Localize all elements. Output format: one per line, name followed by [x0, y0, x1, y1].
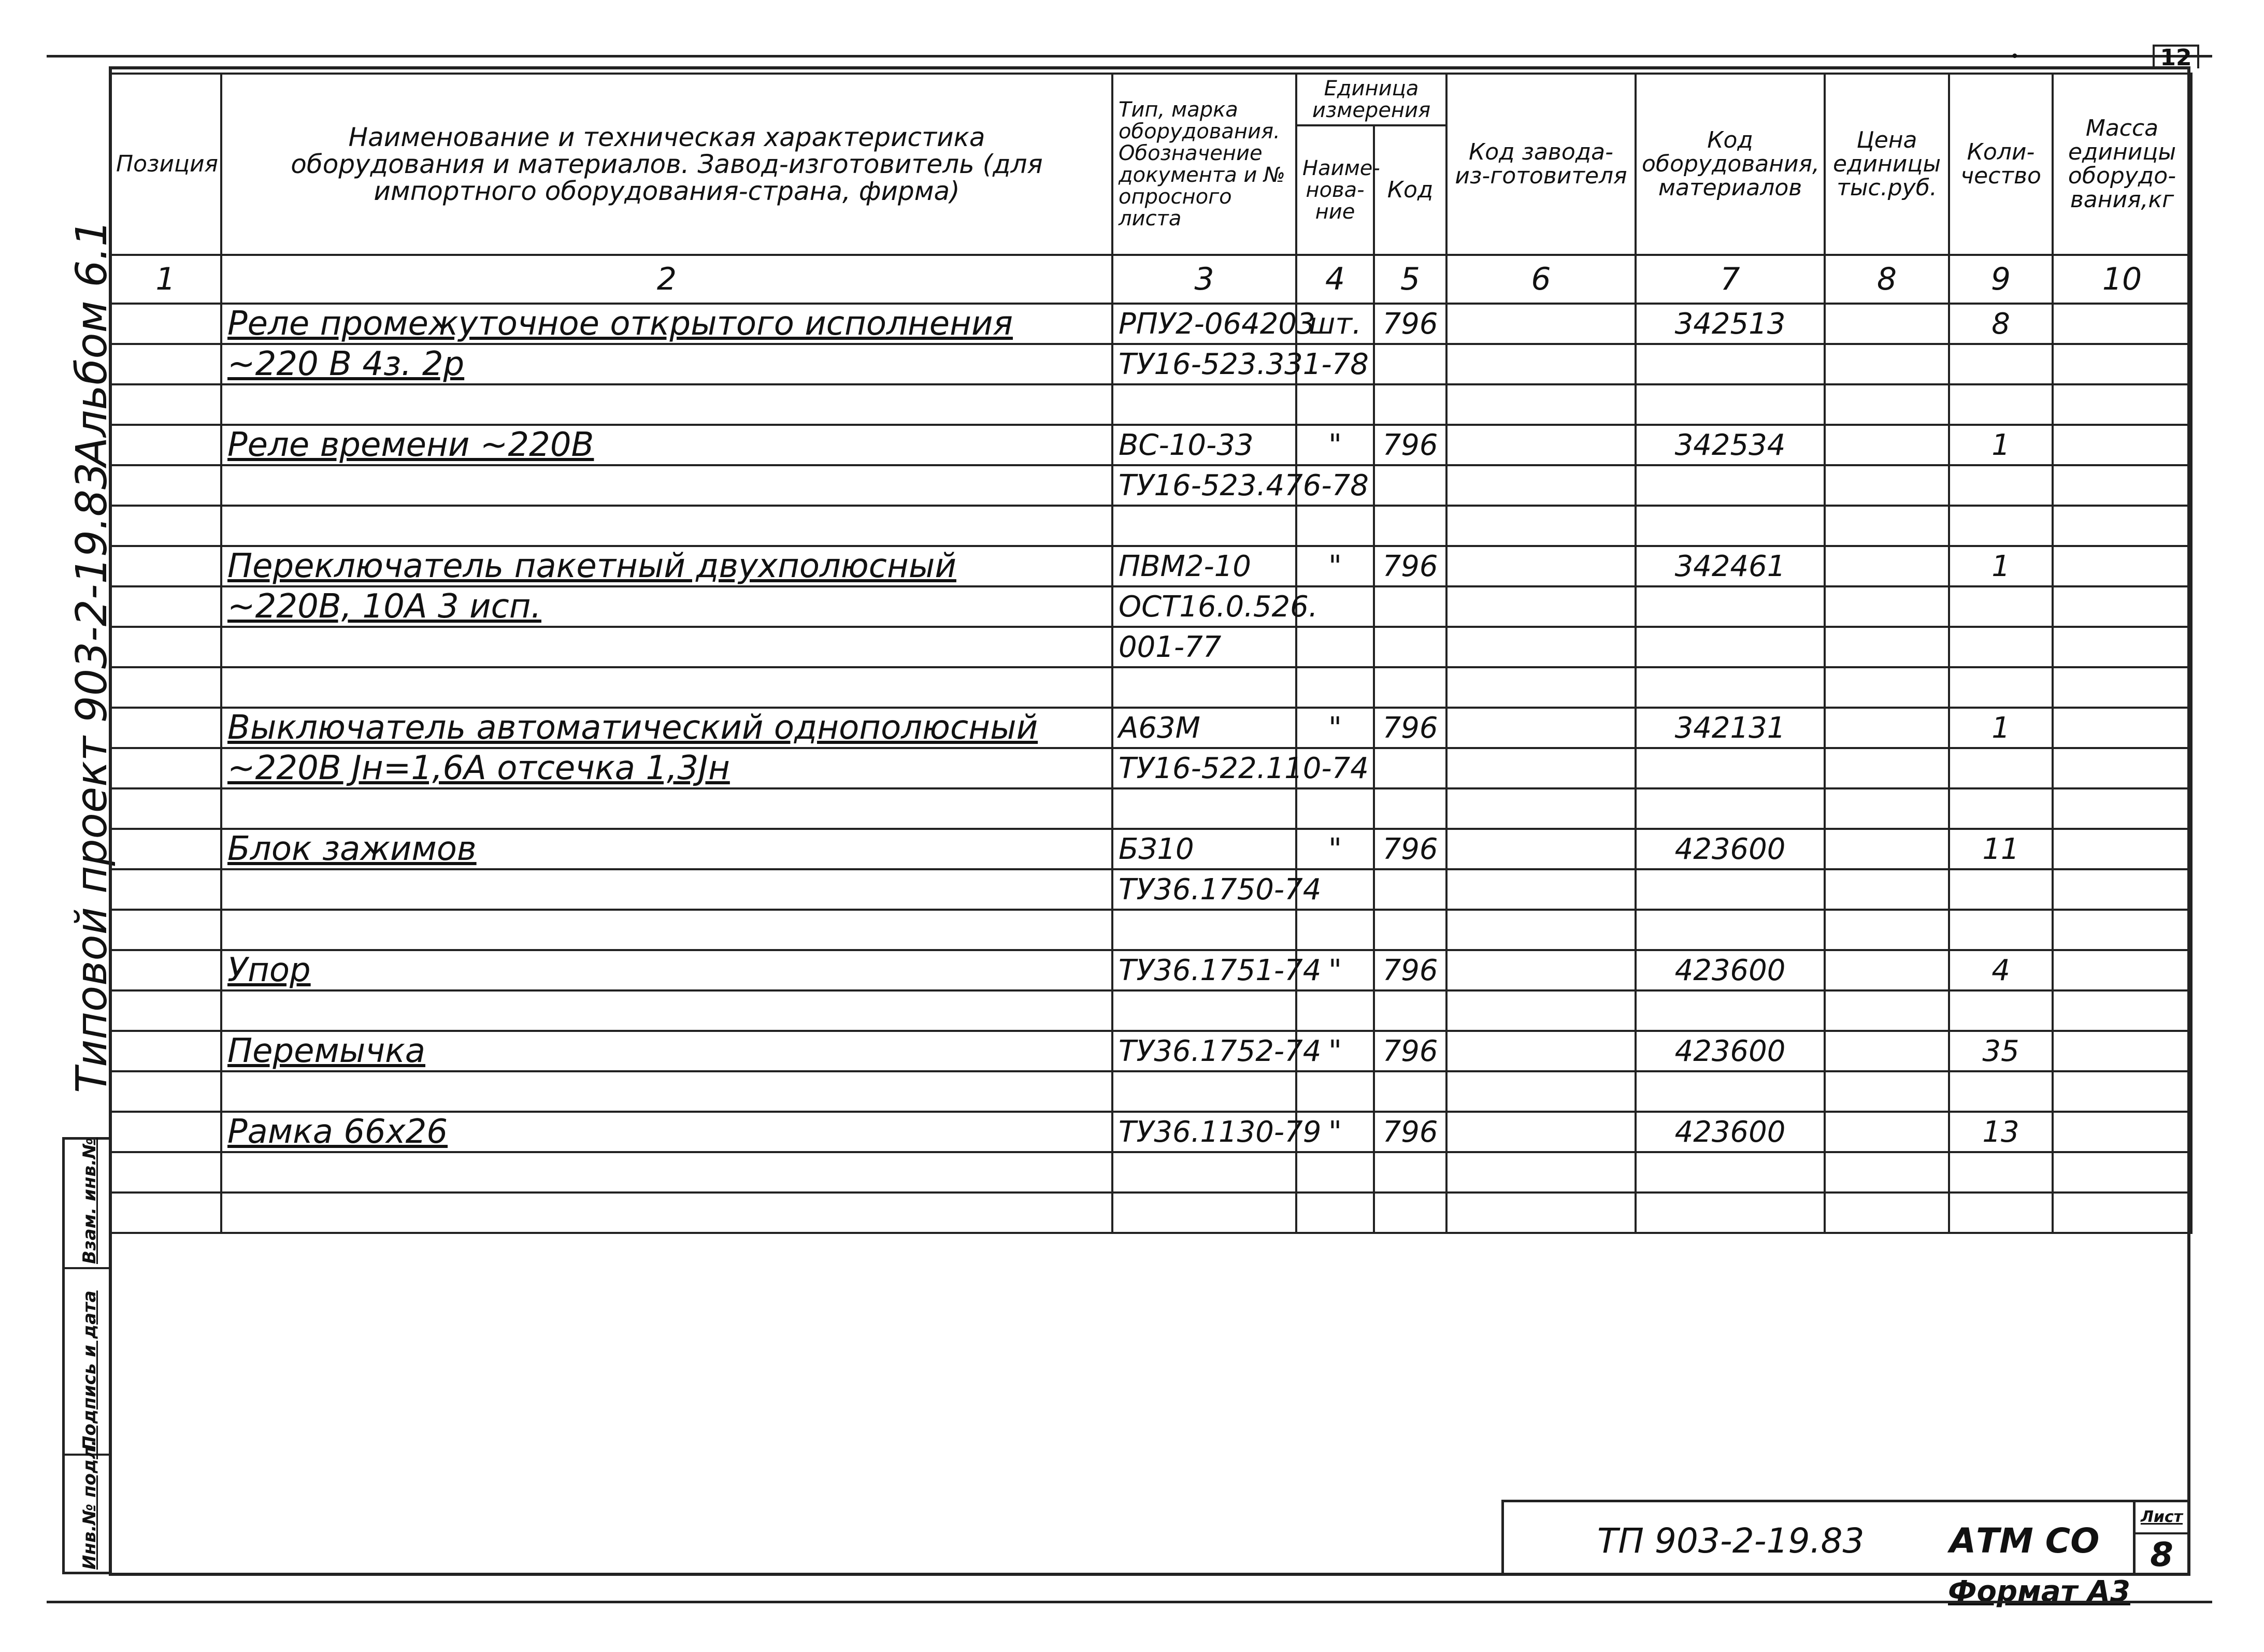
sheet-box [2133, 1502, 2188, 1573]
stamp-cell-replace [65, 1140, 109, 1269]
table-row [110, 1071, 2191, 1112]
maker-code-cell [1446, 1112, 1636, 1152]
name-cell [221, 1152, 1112, 1193]
name-cell [221, 869, 1112, 910]
name-cell: Переключатель пакетный двухполюсный [221, 546, 1112, 586]
price-cell [1825, 1031, 1949, 1071]
name-cell [221, 910, 1112, 950]
album-label: Альбом 6.1 [67, 220, 117, 466]
position-cell [110, 1152, 221, 1193]
table-row [110, 1031, 2191, 1071]
price-cell [1825, 586, 1949, 627]
unit-code-cell: 796 [1374, 546, 1446, 586]
position-cell [110, 627, 221, 667]
col-number: 7 [1636, 255, 1825, 304]
unit-cell [1296, 667, 1374, 708]
price-cell [1825, 546, 1949, 586]
qty-cell: 1 [1949, 708, 2053, 748]
qty-cell [1949, 788, 2053, 829]
type-cell: ТУ36.1752-74 [1112, 1031, 1296, 1071]
unit-code-cell [1374, 910, 1446, 950]
unit-cell [1296, 1193, 1374, 1233]
unit-cell: " [1296, 708, 1374, 748]
qty-cell [1949, 627, 2053, 667]
unit-cell: " [1296, 546, 1374, 586]
scan-dot: • [2010, 48, 2019, 66]
name-cell [221, 788, 1112, 829]
header-unit-group: Единица измерения [1296, 74, 1446, 125]
type-cell [1112, 910, 1296, 950]
qty-cell [1949, 384, 2053, 425]
table-row [110, 667, 2191, 708]
price-cell [1825, 910, 1949, 950]
maker-code-cell [1446, 869, 1636, 910]
position-cell [110, 465, 221, 506]
table-row [110, 869, 2191, 910]
equip-code-cell [1636, 788, 1825, 829]
unit-cell [1296, 1152, 1374, 1193]
stamp-cell-sign [65, 1269, 109, 1456]
unit-cell: " [1296, 1031, 1374, 1071]
equip-code-cell: 342461 [1636, 546, 1825, 586]
header-mass: Масса единицы оборудо-вания,кг [2053, 74, 2191, 255]
unit-code-cell [1374, 667, 1446, 708]
equip-code-cell [1636, 748, 1825, 788]
price-cell [1825, 990, 1949, 1031]
stamp-cell-inv [65, 1439, 109, 1575]
format-label: Формат А3 [1948, 1575, 2130, 1608]
mass-cell [2053, 1193, 2191, 1233]
mass-cell [2053, 344, 2191, 384]
mass-cell [2053, 1031, 2191, 1071]
qty-cell: 1 [1949, 425, 2053, 465]
unit-cell [1296, 910, 1374, 950]
name-cell: Упор [221, 950, 1112, 990]
equip-code-cell [1636, 1071, 1825, 1112]
name-cell [221, 465, 1112, 506]
equip-code-cell: 342131 [1636, 708, 1825, 748]
position-cell [110, 586, 221, 627]
col-number: 4 [1296, 255, 1374, 304]
table-row [110, 1112, 2191, 1152]
table-row [110, 384, 2191, 425]
equip-code-cell: 342513 [1636, 304, 1825, 344]
price-cell [1825, 748, 1949, 788]
mass-cell [2053, 910, 2191, 950]
price-cell [1825, 869, 1949, 910]
qty-cell [1949, 506, 2053, 546]
mass-cell [2053, 465, 2191, 506]
qty-cell: 8 [1949, 304, 2053, 344]
qty-cell [1949, 1193, 2053, 1233]
type-cell [1112, 1071, 1296, 1112]
unit-code-cell [1374, 788, 1446, 829]
maker-code-cell [1446, 586, 1636, 627]
type-cell: ОСТ16.0.526. [1112, 586, 1296, 627]
table-row [110, 627, 2191, 667]
mass-cell [2053, 990, 2191, 1031]
qty-cell [1949, 748, 2053, 788]
table-row [110, 990, 2191, 1031]
maker-code-cell [1446, 788, 1636, 829]
equip-code-cell [1636, 869, 1825, 910]
equip-code-cell [1636, 344, 1825, 384]
table-row [110, 788, 2191, 829]
approval-stamp [62, 1137, 112, 1574]
mass-cell [2053, 869, 2191, 910]
project-label: Типовой проект 903-2-19.83 [67, 462, 117, 1093]
qty-cell [1949, 910, 2053, 950]
col-number: 3 [1112, 255, 1296, 304]
name-cell: ~220В, 10А 3 исп. [221, 586, 1112, 627]
col-number: 2 [221, 255, 1112, 304]
maker-code-cell [1446, 627, 1636, 667]
name-cell [221, 506, 1112, 546]
equip-code-cell [1636, 667, 1825, 708]
mass-cell [2053, 1112, 2191, 1152]
unit-code-cell: 796 [1374, 1031, 1446, 1071]
maker-code-cell [1446, 1031, 1636, 1071]
name-cell [221, 384, 1112, 425]
mass-cell [2053, 506, 2191, 546]
position-cell [110, 506, 221, 546]
header-price: Цена единицы тыс.руб. [1825, 74, 1949, 255]
qty-cell [1949, 667, 2053, 708]
type-cell [1112, 990, 1296, 1031]
sheet-number: 8 [2150, 1536, 2173, 1574]
bottom-border-line [47, 1601, 2212, 1603]
document-code: ТП 903-2-19.83 [1597, 1521, 1865, 1561]
maker-code-cell [1446, 506, 1636, 546]
position-cell [110, 910, 221, 950]
mass-cell [2053, 304, 2191, 344]
position-cell [110, 1193, 221, 1233]
unit-code-cell [1374, 990, 1446, 1031]
price-cell [1825, 1112, 1949, 1152]
table-row [110, 425, 2191, 465]
col-number: 6 [1446, 255, 1636, 304]
name-cell: Перемычка [221, 1031, 1112, 1071]
type-cell: ВС-10-33 [1112, 425, 1296, 465]
name-cell: ~220В Jн=1,6А отсечка 1,3Jн [221, 748, 1112, 788]
type-cell: БЗ10 [1112, 829, 1296, 869]
mass-cell [2053, 950, 2191, 990]
table-row [110, 829, 2191, 869]
price-cell [1825, 1193, 1949, 1233]
unit-cell: " [1296, 950, 1374, 990]
header-qty: Коли-чество [1949, 74, 2053, 255]
table-row [110, 465, 2191, 506]
name-cell: Выключатель автоматический однополюсный [221, 708, 1112, 748]
maker-code-cell [1446, 829, 1636, 869]
price-cell [1825, 788, 1949, 829]
mass-cell [2053, 1152, 2191, 1193]
unit-cell: " [1296, 425, 1374, 465]
header-position: Позиция [110, 74, 221, 255]
qty-cell: 4 [1949, 950, 2053, 990]
position-cell [110, 667, 221, 708]
maker-code-cell [1446, 384, 1636, 425]
position-cell [110, 1112, 221, 1152]
position-cell [110, 425, 221, 465]
price-cell [1825, 667, 1949, 708]
name-cell: Блок зажимов [221, 829, 1112, 869]
position-cell [110, 546, 221, 586]
position-cell [110, 1031, 221, 1071]
col-number: 5 [1374, 255, 1446, 304]
name-cell: Реле промежуточное открытого исполнения [221, 304, 1112, 344]
equip-code-cell: 423600 [1636, 1031, 1825, 1071]
mass-cell [2053, 667, 2191, 708]
price-cell [1825, 829, 1949, 869]
title-block [1501, 1500, 2190, 1575]
header-unit-code: Код [1374, 125, 1446, 255]
position-cell [110, 788, 221, 829]
table-row [110, 304, 2191, 344]
mass-cell [2053, 627, 2191, 667]
position-cell [110, 708, 221, 748]
table-row [110, 506, 2191, 546]
header-row [110, 74, 2191, 125]
maker-code-cell [1446, 465, 1636, 506]
maker-code-cell [1446, 708, 1636, 748]
type-cell: ТУ36.1751-74 [1112, 950, 1296, 990]
maker-code-cell [1446, 950, 1636, 990]
unit-code-cell [1374, 506, 1446, 546]
type-cell: ТУ16-523.476-78 [1112, 465, 1296, 506]
equip-code-cell: 423600 [1636, 1112, 1825, 1152]
specification-body [110, 255, 2191, 1233]
equip-code-cell [1636, 384, 1825, 425]
specification-table [109, 73, 2193, 1234]
sheet-corner-number: 12 [2153, 45, 2199, 68]
unit-code-cell: 796 [1374, 829, 1446, 869]
price-cell [1825, 1071, 1949, 1112]
price-cell [1825, 304, 1949, 344]
mass-cell [2053, 829, 2191, 869]
type-cell [1112, 667, 1296, 708]
mass-cell [2053, 425, 2191, 465]
col-number: 1 [110, 255, 221, 304]
equip-code-cell [1636, 465, 1825, 506]
stamp-sign-label: Подпись и дата [79, 1290, 100, 1450]
position-cell [110, 950, 221, 990]
price-cell [1825, 950, 1949, 990]
header-name: Наименование и техническая характеристика оборудования и материалов. Завод-изготовитель (для импортного оборудования-страна, фирма) [221, 74, 1112, 255]
qty-cell [1949, 869, 2053, 910]
unit-cell [1296, 1071, 1374, 1112]
unit-cell [1296, 788, 1374, 829]
unit-code-cell [1374, 1193, 1446, 1233]
maker-code-cell [1446, 990, 1636, 1031]
unit-cell: шт. [1296, 304, 1374, 344]
maker-code-cell [1446, 304, 1636, 344]
col-number: 10 [2053, 255, 2191, 304]
type-cell: ТУ16-522.110-74 [1112, 748, 1296, 788]
qty-cell: 11 [1949, 829, 2053, 869]
equip-code-cell: 423600 [1636, 829, 1825, 869]
name-cell: Рамка 66х26 [221, 1112, 1112, 1152]
price-cell [1825, 627, 1949, 667]
maker-code-cell [1446, 910, 1636, 950]
name-cell [221, 667, 1112, 708]
unit-code-cell [1374, 748, 1446, 788]
price-cell [1825, 425, 1949, 465]
unit-code-cell [1374, 384, 1446, 425]
type-cell [1112, 788, 1296, 829]
price-cell [1825, 465, 1949, 506]
unit-code-cell [1374, 1152, 1446, 1193]
name-cell [221, 1193, 1112, 1233]
unit-code-cell [1374, 1071, 1446, 1112]
header-unit-name: Наиме-нова-ние [1296, 125, 1374, 255]
qty-cell [1949, 586, 2053, 627]
unit-cell [1296, 384, 1374, 425]
type-cell: ПВМ2-10 [1112, 546, 1296, 586]
position-cell [110, 304, 221, 344]
unit-cell [1296, 990, 1374, 1031]
maker-code-cell [1446, 1193, 1636, 1233]
equip-code-cell: 423600 [1636, 950, 1825, 990]
type-cell [1112, 384, 1296, 425]
position-cell [110, 990, 221, 1031]
top-border-line [47, 55, 2212, 58]
equip-code-cell [1636, 627, 1825, 667]
name-cell: ~220 В 4з. 2р [221, 344, 1112, 384]
mass-cell [2053, 788, 2191, 829]
unit-code-cell: 796 [1374, 304, 1446, 344]
position-cell [110, 384, 221, 425]
table-row [110, 708, 2191, 748]
type-cell: РПУ2-064203 [1112, 304, 1296, 344]
unit-cell [1296, 506, 1374, 546]
qty-cell [1949, 990, 2053, 1031]
unit-code-cell: 796 [1374, 708, 1446, 748]
type-cell: ТУ16-523.331-78 [1112, 344, 1296, 384]
price-cell [1825, 344, 1949, 384]
mass-cell [2053, 384, 2191, 425]
position-cell [110, 1071, 221, 1112]
name-cell: Реле времени ~220В [221, 425, 1112, 465]
unit-code-cell: 796 [1374, 950, 1446, 990]
drawing-mark: АТМ СО [1950, 1521, 2100, 1561]
maker-code-cell [1446, 546, 1636, 586]
equip-code-cell [1636, 910, 1825, 950]
col-number: 8 [1825, 255, 1949, 304]
mass-cell [2053, 546, 2191, 586]
type-cell [1112, 1152, 1296, 1193]
type-cell: 001-77 [1112, 627, 1296, 667]
unit-cell: " [1296, 1112, 1374, 1152]
table-row [110, 344, 2191, 384]
qty-cell [1949, 465, 2053, 506]
position-cell [110, 869, 221, 910]
table-row [110, 1193, 2191, 1233]
header-maker-code: Код завода-из-готовителя [1446, 74, 1636, 255]
unit-code-cell [1374, 344, 1446, 384]
type-cell: ТУ36.1750-74 [1112, 869, 1296, 910]
equip-code-cell [1636, 1193, 1825, 1233]
header-equip-code: Код оборудования, материалов [1636, 74, 1825, 255]
unit-code-cell [1374, 465, 1446, 506]
unit-code-cell: 796 [1374, 425, 1446, 465]
maker-code-cell [1446, 748, 1636, 788]
unit-code-cell: 796 [1374, 1112, 1446, 1152]
equip-code-cell [1636, 506, 1825, 546]
mass-cell [2053, 708, 2191, 748]
type-cell [1112, 506, 1296, 546]
stamp-replace-label: Взам. инв.№ [79, 1138, 100, 1264]
qty-cell: 13 [1949, 1112, 2053, 1152]
table-row [110, 950, 2191, 990]
equip-code-cell [1636, 990, 1825, 1031]
qty-cell: 1 [1949, 546, 2053, 586]
maker-code-cell [1446, 1152, 1636, 1193]
table-row [110, 586, 2191, 627]
column-number-row [110, 255, 2191, 304]
sheet-label: Лист [2136, 1502, 2188, 1534]
unit-code-cell [1374, 869, 1446, 910]
type-cell: А63М [1112, 708, 1296, 748]
qty-cell: 35 [1949, 1031, 2053, 1071]
type-cell: ТУ36.1130-79 [1112, 1112, 1296, 1152]
equip-code-cell [1636, 586, 1825, 627]
name-cell [221, 1071, 1112, 1112]
maker-code-cell [1446, 667, 1636, 708]
type-cell [1112, 1193, 1296, 1233]
unit-cell [1296, 627, 1374, 667]
unit-code-cell [1374, 586, 1446, 627]
maker-code-cell [1446, 425, 1636, 465]
header-type: Тип, марка оборудования. Обозначение документа и № опросного листа [1112, 74, 1296, 255]
price-cell [1825, 506, 1949, 546]
table-row [110, 546, 2191, 586]
name-cell [221, 627, 1112, 667]
maker-code-cell [1446, 1071, 1636, 1112]
qty-cell [1949, 344, 2053, 384]
mass-cell [2053, 586, 2191, 627]
price-cell [1825, 384, 1949, 425]
qty-cell [1949, 1071, 2053, 1112]
position-cell [110, 829, 221, 869]
equip-code-cell [1636, 1152, 1825, 1193]
price-cell [1825, 708, 1949, 748]
table-row [110, 910, 2191, 950]
unit-code-cell [1374, 627, 1446, 667]
name-cell [221, 990, 1112, 1031]
mass-cell [2053, 1071, 2191, 1112]
position-cell [110, 344, 221, 384]
table-row [110, 748, 2191, 788]
col-number: 9 [1949, 255, 2053, 304]
stamp-inv-label: Инв.№ подл. [79, 1439, 100, 1570]
equip-code-cell: 342534 [1636, 425, 1825, 465]
table-row [110, 1152, 2191, 1193]
position-cell [110, 748, 221, 788]
unit-cell: " [1296, 829, 1374, 869]
mass-cell [2053, 748, 2191, 788]
maker-code-cell [1446, 344, 1636, 384]
qty-cell [1949, 1152, 2053, 1193]
price-cell [1825, 1152, 1949, 1193]
